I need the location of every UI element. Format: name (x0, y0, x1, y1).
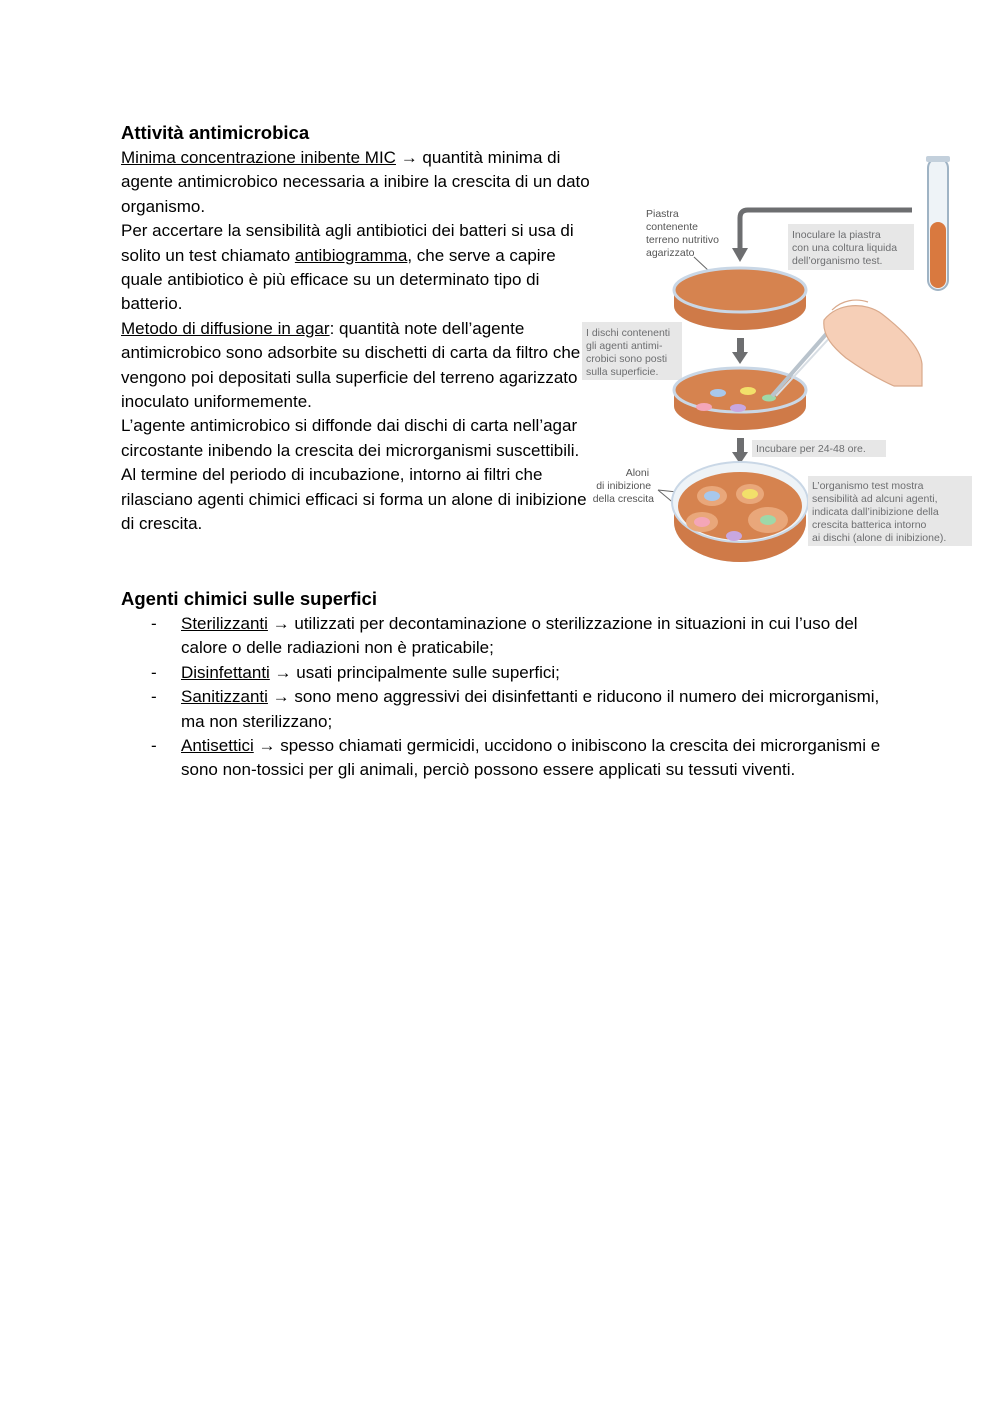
paragraph-agar-diffusion (121, 317, 591, 415)
sanitizers-text: → sono meno aggressivi dei disinfettanti e riducono il numero dei microrganismi, ma non sterilizzano; (181, 687, 880, 731)
term-sterilizers: Sterilizzanti (181, 614, 268, 633)
label-inoculate: Inoculare la piastra con una coltura liquida dell’organismo test. (792, 229, 898, 267)
term-sanitizers: Sanitizzanti (181, 687, 268, 707)
petri-dish-with-halos (672, 462, 808, 562)
section-title-antimicrobial: Attività antimicrobica (121, 122, 310, 143)
term-disinfectants: Disinfettanti (181, 662, 270, 682)
test-tube-icon (926, 156, 950, 290)
arrow-down-icon (732, 338, 748, 364)
antiseptics-text: → spesso chiamati germicidi, uccidono o inibiscono la crescita dei microrganismi e sono non-tossici per gli animali, perciò possono essere applicati su tessuti viventi. (181, 736, 881, 780)
term-agar-diffusion: Metodo di diffusione in agar (121, 318, 330, 338)
antibiogram-text-b: , che serve a capire quale antibiotico è più efficace su un determinato tipo di batterio. (121, 245, 556, 314)
label-halos: Aloni di inibizione della crescita (592, 467, 654, 505)
list-item-sanitizers (121, 685, 901, 734)
mic-definition: → quantità minima di agente antimicrobico necessaria a inibire la crescita di un dato organismo. (121, 148, 590, 216)
term-mic: Minima concentrazione inibente MIC (121, 148, 396, 167)
agar-diffusion-definition: : quantità note dell’agente antimicrobico sono adsorbite su dischetti di carta da filtro che vengono poi depositati sulla superficie del terreno agarizzato inoculato uniformemente. (121, 318, 581, 412)
antimicrobial-text (121, 146, 591, 537)
antibiogram-text-a: Per accertare la sensibilità agli antibiotici dei batteri si usa di solito un test chiamato (121, 221, 574, 265)
paragraph-incubation: Al termine del periodo di incubazione, intorno ai filtri che rilasciano agenti chimici efficaci si forma un alone di inibizione di crescita. (121, 465, 587, 534)
petri-dish-inoculated (674, 268, 806, 330)
list-dash: - (151, 736, 157, 756)
chemical-agents-list (121, 612, 901, 783)
paragraph-antibiogram (121, 219, 591, 317)
list-dash: - (151, 687, 157, 707)
list-dash: - (151, 614, 157, 633)
section-title-chemical-agents: Agenti chimici sulle superfici (121, 588, 377, 609)
arrow-down-icon (732, 438, 748, 464)
label-incubate: Incubare per 24-48 ore. (756, 443, 866, 455)
paragraph-diffusion: L’agente antimicrobico si diffonde dai dischi di carta nell’agar circostante inibendo la crescita dei microrganismi suscettibili. (121, 416, 580, 460)
paragraph-mic (121, 146, 591, 219)
sterilizers-text: → utilizzati per decontaminazione o sterilizzazione in situazioni in cui l’uso del calore o delle radiazioni non è praticabile; (181, 614, 858, 658)
label-discs: I dischi contenenti gli agenti antimi- crobici sono posti sulla superficie. (586, 327, 671, 378)
disc-diffusion-figure (576, 150, 976, 570)
list-item-antiseptics (121, 734, 901, 783)
term-antibiogram: antibiogramma (294, 245, 408, 265)
term-antiseptics: Antisettici (181, 736, 254, 756)
label-plate: Piastra contenente terreno nutritivo agarizzato (646, 208, 719, 259)
list-dash: - (151, 662, 157, 682)
list-item-disinfectants (121, 661, 901, 685)
label-result: L’organismo test mostra sensibilità ad alcuni agenti, indicata dall’inibizione della crescita batterica intorno ai dischi (alone di inibizione). (812, 480, 947, 544)
disinfectants-text: → usati principalmente sulle superfici; (269, 662, 560, 682)
list-item-sterilizers (121, 612, 901, 661)
